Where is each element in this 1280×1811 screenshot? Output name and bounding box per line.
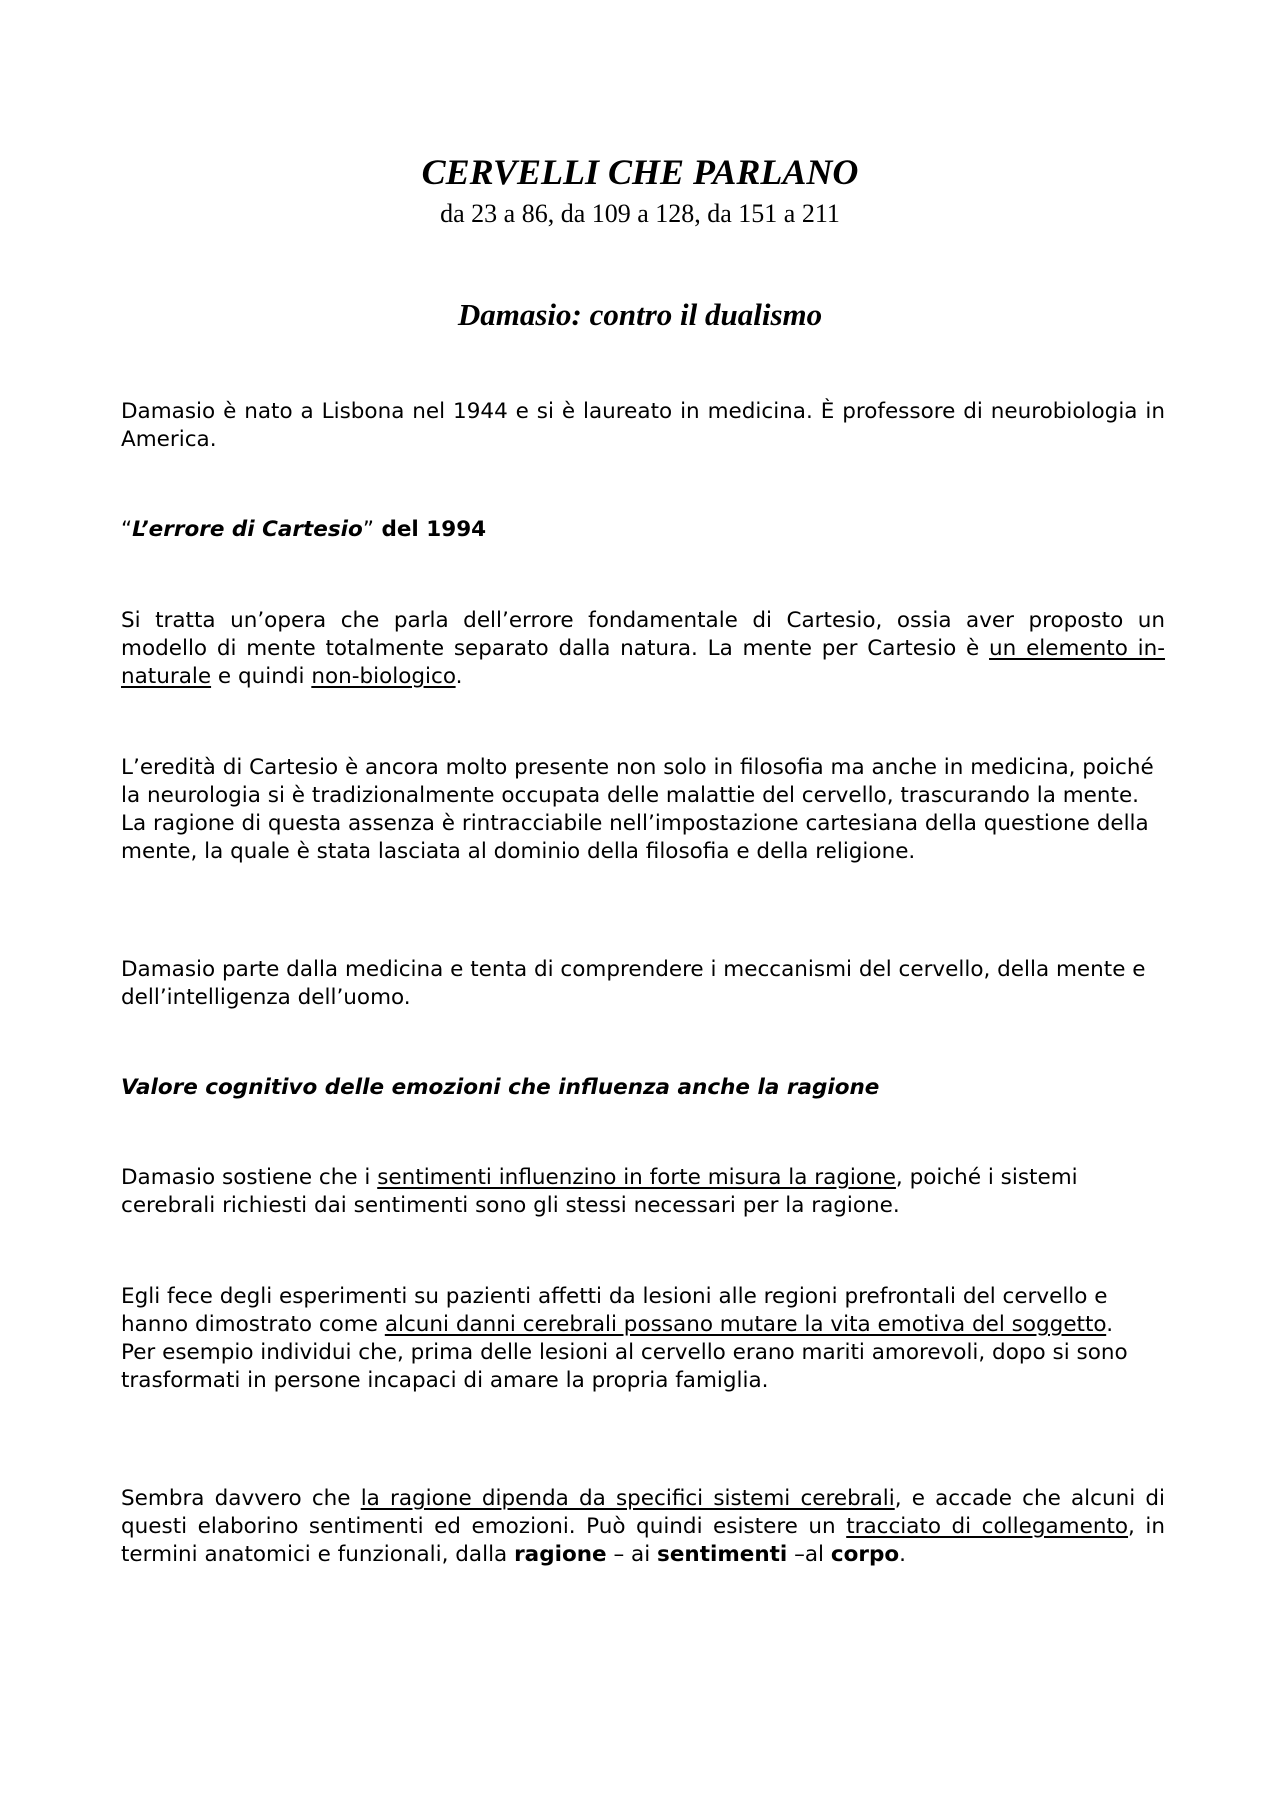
text-run: .	[1106, 1312, 1114, 1337]
heading-valore-cognitivo: Valore cognitivo delle emozioni che influenza anche la ragione	[121, 1075, 880, 1100]
underlined-text: un elemento in-naturale	[121, 636, 1166, 689]
text-run: Sembra davvero che	[121, 1486, 361, 1511]
heading-errore-di-cartesio	[121, 516, 1165, 544]
text-run: – ai	[606, 1542, 658, 1567]
text-run: .	[455, 664, 463, 689]
paragraph-esperimenti	[121, 1283, 1165, 1395]
text-run: , in termini anatomici e funzionali, dalla	[121, 1514, 1165, 1567]
document-subtitle: da 23 a 86, da 109 a 128, da 151 a 211	[440, 199, 840, 228]
underlined-text: non-biologico	[311, 664, 456, 689]
text-run: , e accade che alcuni di questi elaborino sentimenti ed emozioni. Può quindi esistere un	[121, 1486, 1166, 1539]
text-run: , poiché i sistemi cerebrali richiesti dai sentimenti sono gli stessi necessari per la ragione.	[121, 1165, 1078, 1218]
text-run: –al	[787, 1542, 831, 1567]
document-title: CERVELLI CHE PARLANO	[421, 152, 859, 192]
paragraph-ragione	[121, 1485, 1165, 1569]
bold-text: ragione	[514, 1542, 607, 1567]
heading-close-quote: ”	[362, 517, 374, 542]
text-run: Per esempio individui che, prima delle lesioni al cervello erano mariti amorevoli, dopo si sono trasformati in persone incapaci di amare la propria famiglia.	[121, 1340, 1128, 1393]
underlined-text: tracciato di collegamento	[846, 1514, 1129, 1539]
paragraph-medicina: Damasio parte dalla medicina e tenta di comprendere i meccanismi del cervello, della mente e dell’intelligenza dell’uomo.	[121, 957, 1146, 1010]
underlined-text: sentimenti influenzino in forte misura la ragione	[377, 1165, 896, 1190]
heading-work-title: L’errore di Cartesio	[132, 517, 363, 542]
text-run: Egli fece degli esperimenti su pazienti affetti da lesioni alle regioni prefrontali del cervello e hanno dimostrato come	[121, 1284, 1108, 1337]
text-run: Damasio sostiene che i	[121, 1165, 378, 1190]
paragraph-biography: Damasio è nato a Lisbona nel 1944 e si è laureato in medicina. È professore di neurobiologia in America.	[121, 399, 1165, 452]
bold-text: sentimenti	[657, 1542, 788, 1567]
text-run: .	[899, 1542, 906, 1567]
text-run: e quindi	[211, 664, 312, 689]
text-run: Si tratta un’opera che parla dell’errore fondamentale di Cartesio, ossia aver proposto un modello di mente totalmente separato dalla natura. La mente per Cartesio è	[121, 608, 1165, 661]
bold-text: corpo	[830, 1542, 900, 1567]
paragraph-sentimenti	[121, 1164, 1165, 1220]
heading-open-quote: “	[121, 517, 133, 542]
heading-year: del 1994	[373, 517, 487, 542]
section-title: Damasio: contro il dualismo	[457, 297, 823, 332]
underlined-text: la ragione dipenda da specifici sistemi cerebrali	[360, 1486, 895, 1511]
paragraph-errore	[121, 607, 1165, 691]
paragraph-eredita: L’eredità di Cartesio è ancora molto presente non solo in filosofia ma anche in medicina, poiché la neurologia si è tradizionalmente occupata delle malattie del cervello, trascurando la mente. La ragione di questa assenza è rintracciabile nell’impostazione cartesiana della questione della mente, la quale è stata lasciata al dominio della filosofia e della religione.	[121, 755, 1154, 864]
underlined-text: alcuni danni cerebrali possano mutare la vita emotiva del soggetto	[384, 1312, 1107, 1337]
